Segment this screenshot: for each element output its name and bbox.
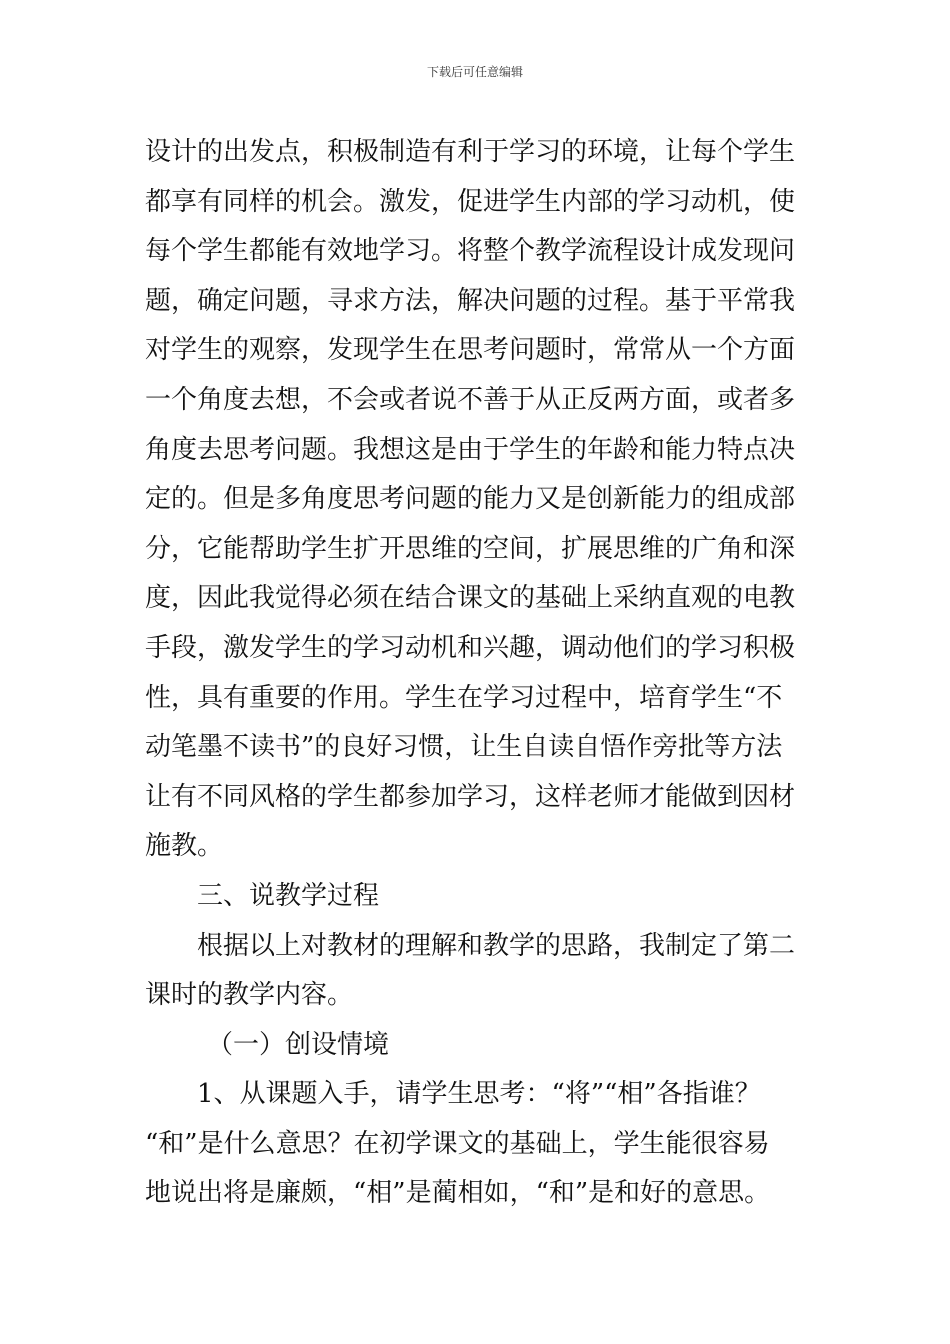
subsection-heading: （一）创设情境 [207,1029,390,1060]
paragraph-line: 定的。但是多角度思考问题的能力又是创新能力的组成部 [145,484,796,515]
document-body [145,128,817,1219]
section-heading: 三、说教学过程 [197,880,380,911]
paragraph-line: 设计的出发点，积极制造有利于学习的环境，让每个学生 [145,137,796,167]
paragraph-line: 对学生的观察，发现学生在思考问题时，常常从一个方面 [145,335,796,366]
paragraph-line: 每个学生都能有效地学习。将整个教学流程设计成发现问 [145,236,796,267]
paragraph-line: 地说出将是廉颇，“相”是蔺相如，“和”是和好的意思。 [145,1178,771,1209]
paragraph-line: 1、从课题入手，请学生思考：“将”“相”各指谁？ [197,1079,761,1110]
paragraph-line: 题，确定问题，寻求方法，解决问题的过程。基于平常我 [145,285,796,316]
paragraph-line: 角度去思考问题。我想这是由于学生的年龄和能力特点决 [145,434,796,465]
paragraph-line: 课时的教学内容。 [145,980,354,1011]
paragraph-line: 一个角度去想，不会或者说不善于从正反两方面，或者多 [145,384,796,415]
paragraph-line: 动笔墨不读书”的良好习惯，让生自读自悟作旁批等方法 [145,732,783,763]
paragraph-line: 都享有同样的机会。激发，促进学生内部的学习动机，使 [145,186,796,217]
paragraph-line: 分，它能帮助学生扩开思维的空间，扩展思维的广角和深 [145,533,796,564]
page-header: 下载后可任意编辑 [426,65,523,79]
paragraph-line: 手段，激发学生的学习动机和兴趣，调动他们的学习积极 [145,632,796,663]
paragraph-line: 施教。 [145,831,224,862]
paragraph-line: 性，具有重要的作用。学生在学习过程中，培育学生“不 [145,682,783,713]
paragraph-line: 度，因此我觉得必须在结合课文的基础上采纳直观的电教 [145,583,796,614]
paragraph-line: 让有不同风格的学生都参加学习，这样老师才能做到因材 [145,781,796,812]
paragraph-line: 根据以上对教材的理解和教学的思路，我制定了第二 [197,930,796,961]
paragraph-line: “和”是什么意思？在初学课文的基础上，学生能很容易 [145,1128,770,1159]
